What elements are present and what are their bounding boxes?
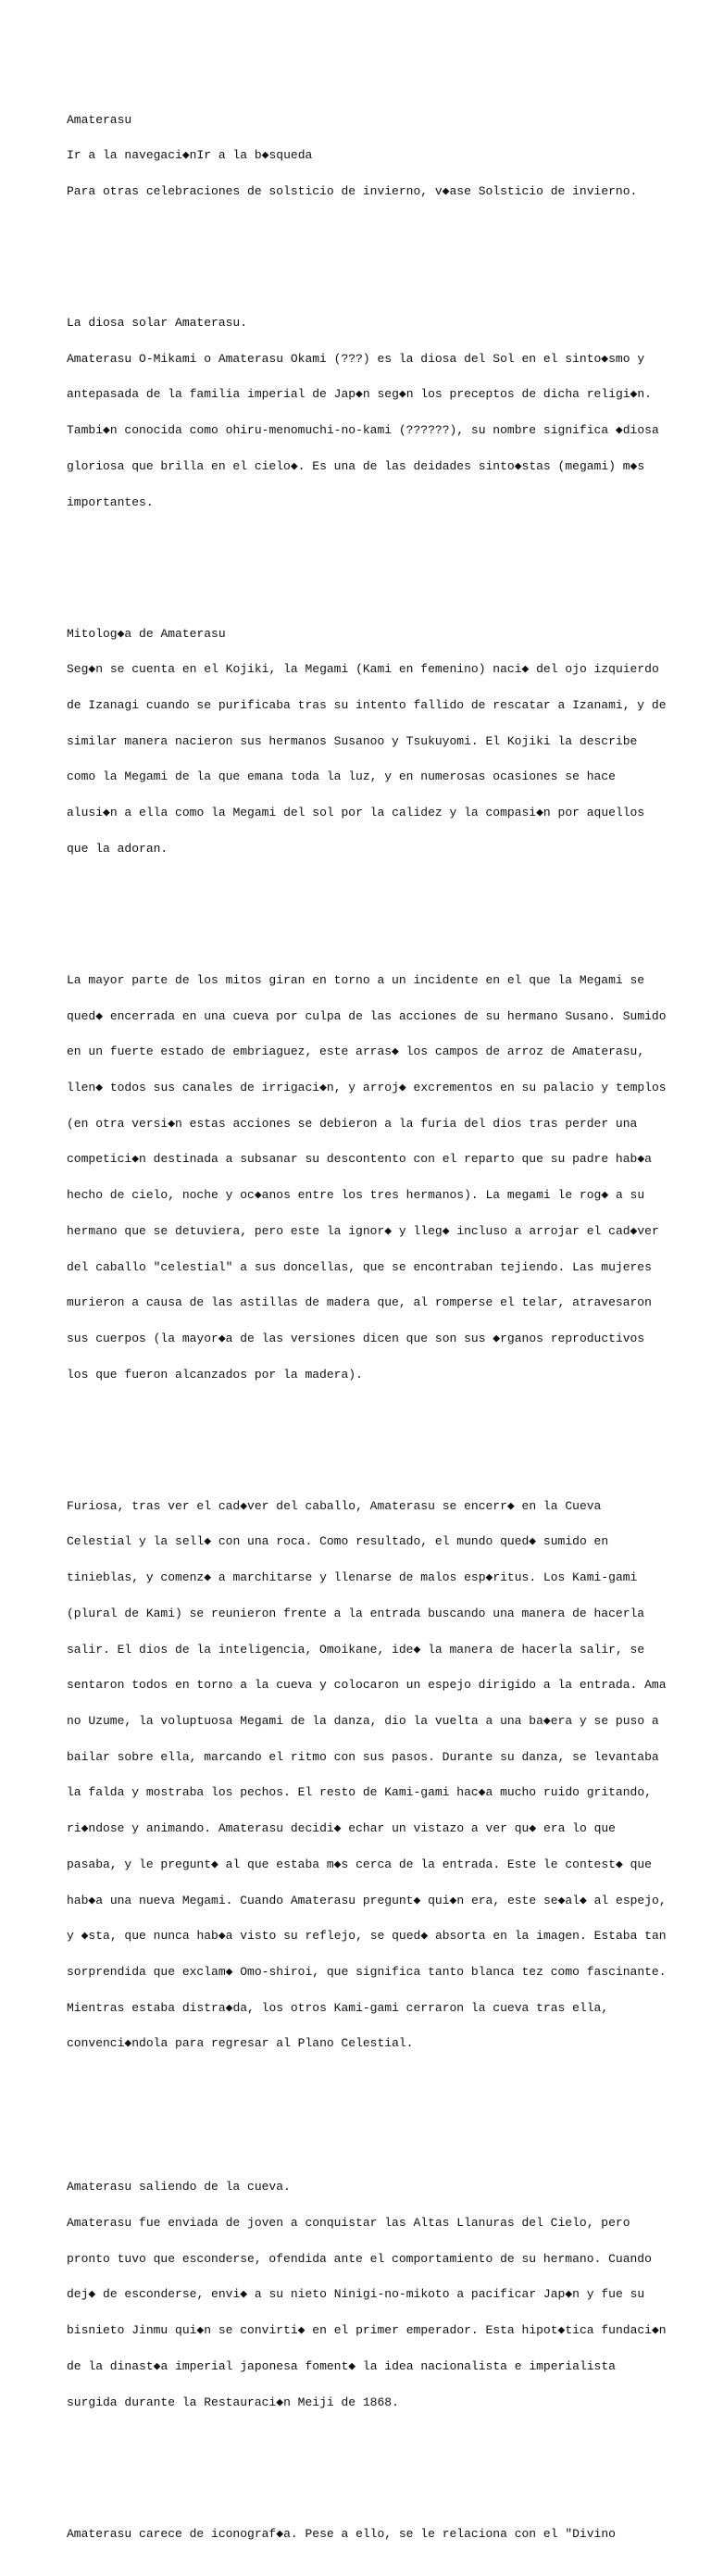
paragraph-spacer	[67, 556, 678, 569]
text-line: alusi◆n a ella como la Megami del sol por la calidez y la compasi◆n por aquellos	[67, 806, 645, 820]
text-line: convenci◆ndola para regresar al Plano Celestial.	[67, 2036, 414, 2051]
text-line: de la dinast◆a imperial japonesa foment◆ la idea nacionalista e imperialista	[67, 2358, 616, 2373]
text-line: pronto tuvo que esconderse, ofendida ante el comportamiento de su hermano. Cuando	[67, 2251, 652, 2266]
text-line: (en otra versi◆n estas acciones se debieron a la furia del dios tras perder una	[67, 1116, 638, 1131]
text-line: Amaterasu O-Mikami o Amaterasu Okami (???) es la diosa del Sol en el sinto◆smo y	[67, 351, 645, 366]
text-line: competici◆n destinada a subsanar su descontento con el reparto que su padre hab◆a	[67, 1152, 652, 1167]
text-line: dej◆ de esconderse, envi◆ a su nieto Ninigi-no-mikoto a pacificar Jap◆n y fue su	[67, 2287, 645, 2302]
text-line: ri◆ndose y animando. Amaterasu decidi◆ echar un vistazo a ver qu◆ era lo que	[67, 1821, 616, 1836]
paragraph-spacer	[67, 246, 678, 258]
text-line: bailar sobre ella, marcando el ritmo con sus pasos. Durante su danza, se levantaba	[67, 1749, 659, 1764]
paragraph-spacer	[67, 903, 678, 915]
text-line: La diosa solar Amaterasu.	[67, 316, 248, 331]
section-heading: Mitolog◆a de Amaterasu	[67, 626, 226, 641]
document-title: Amaterasu	[67, 112, 132, 127]
header-block	[67, 91, 678, 222]
paragraph-spacer	[67, 2457, 678, 2469]
text-line: Amaterasu fue enviada de joven a conquistar las Altas Llanuras del Cielo, pero	[67, 2216, 630, 2231]
disambiguation-note: Para otras celebraciones de solsticio de invierno, v◆ase Solsticio de invierno.	[67, 184, 638, 199]
text-line: la falda y mostraba los pechos. El resto de Kami-gami hac◆a mucho ruido gritando,	[67, 1785, 652, 1800]
text-line: bisnieto Jinmu qui◆n se convirti◆ en el primer emperador. Esta hipot◆tica fundaci◆n	[67, 2323, 667, 2338]
text-line: en un fuerte estado de embriaguez, este arras◆ los campos de arroz de Amaterasu,	[67, 1044, 645, 1059]
text-line: La mayor parte de los mitos giran en torno a un incidente en el que la Megami se	[67, 972, 645, 987]
text-line: Tambi◆n conocida como ohiru-menomuchi-no-kami (??????), su nombre significa ◆diosa	[67, 423, 659, 438]
text-line: qued◆ encerrada en una cueva por culpa de las acciones de su hermano Susano. Sumido	[67, 1008, 667, 1023]
text-line: de Izanagi cuando se purificaba tras su intento fallido de rescatar a Izanami, y de	[67, 698, 667, 712]
text-line: hab◆a una nueva Megami. Cuando Amaterasu pregunt◆ qui◆n era, este se◆al◆ al espejo,	[67, 1893, 667, 1907]
text-line: hecho de cielo, noche y oc◆anos entre los tres hermanos). La megami le rog◆ a su	[67, 1188, 645, 1203]
paragraph-cave-incident	[67, 951, 678, 1405]
text-line: importantes.	[67, 494, 154, 509]
paragraph-intro	[67, 294, 678, 532]
text-line: como la Megami de la que emana toda la luz, y en numerosas ocasiones se hace	[67, 769, 616, 784]
text-line: sentaron todos en torno a la cueva y colocaron un espejo dirigido a la entrada. Ama	[67, 1678, 667, 1693]
paragraph-celestial-cave	[67, 1477, 678, 2074]
text-line: antepasada de la familia imperial de Jap◆n seg◆n los preceptos de dicha religi◆n.	[67, 387, 652, 402]
text-line: Mientras estaba distra◆da, los otros Kami-gami cerraron la cueva tras ella,	[67, 2000, 609, 2015]
paragraph-spacer	[67, 2098, 678, 2122]
text-line: llen◆ todos sus canales de irrigaci◆n, y arroj◆ excrementos en su palacio y templos	[67, 1080, 667, 1094]
document-body	[67, 67, 678, 2576]
text-line: que la adoran.	[67, 841, 168, 856]
text-line: pasaba, y le pregunt◆ al que estaba m◆s cerca de la entrada. Este le contest◆ que	[67, 1857, 652, 1871]
text-line: similar manera nacieron sus hermanos Susanoo y Tsukuyomi. El Kojiki la describe	[67, 733, 638, 748]
text-line: sorprendida que exclam◆ Omo-shiroi, que significa tanto blanca tez como fascinante.	[67, 1965, 667, 1980]
text-line: los que fueron alcanzados por la madera).	[67, 1367, 363, 1382]
caption-line: Amaterasu saliendo de la cueva.	[67, 2180, 291, 2195]
text-line: surgida durante la Restauraci◆n Meiji de 1868.	[67, 2395, 399, 2409]
text-line: y ◆sta, que nunca hab◆a visto su reflejo, se qued◆ absorta en la imagen. Estaba tan	[67, 1929, 667, 1944]
text-line: Furiosa, tras ver el cad◆ver del caballo, Amaterasu se encerr◆ en la Cueva	[67, 1498, 602, 1513]
paragraph-iconography	[67, 2505, 678, 2565]
navigation-links-text: Ir a la navegaci◆nIr a la b◆squeda	[67, 148, 313, 163]
text-line: hermano que se detuviera, pero este la ignor◆ y lleg◆ incluso a arrojar el cad◆ver	[67, 1223, 659, 1238]
text-line: gloriosa que brilla en el cielo◆. Es una de las deidades sinto◆stas (megami) m◆s	[67, 458, 645, 473]
text-line: murieron a causa de las astillas de madera que, al romperse el telar, atravesaron	[67, 1295, 652, 1310]
paragraph-mythology	[67, 605, 678, 880]
text-line: salir. El dios de la inteligencia, Omoikane, ide◆ la manera de hacerla salir, se	[67, 1642, 645, 1657]
paragraph-spacer	[67, 1429, 678, 1441]
text-line: Amaterasu carece de iconograf◆a. Pese a ello, se le relaciona con el "Divino	[67, 2526, 616, 2541]
text-line: del caballo "celestial" a sus doncellas, que se encontraban tejiendo. Las mujeres	[67, 1259, 652, 1274]
text-line: no Uzume, la voluptuosa Megami de la danza, dio la vuelta a una ba◆era y se puso a	[67, 1714, 659, 1728]
text-line: Celestial y la sell◆ con una roca. Como resultado, el mundo qued◆ sumido en	[67, 1534, 609, 1549]
paragraph-leaving-cave	[67, 2158, 678, 2433]
text-line: sus cuerpos (la mayor◆a de las versiones dicen que son sus ◆rganos reproductivos	[67, 1332, 645, 1346]
text-line: Seg◆n se cuenta en el Kojiki, la Megami (Kami en femenino) naci◆ del ojo izquierdo	[67, 662, 659, 677]
text-line: (plural de Kami) se reunieron frente a la entrada buscando una manera de hacerla	[67, 1606, 645, 1620]
text-line: tinieblas, y comenz◆ a marchitarse y llenarse de malos esp◆ritus. Los Kami-gami	[67, 1570, 638, 1585]
